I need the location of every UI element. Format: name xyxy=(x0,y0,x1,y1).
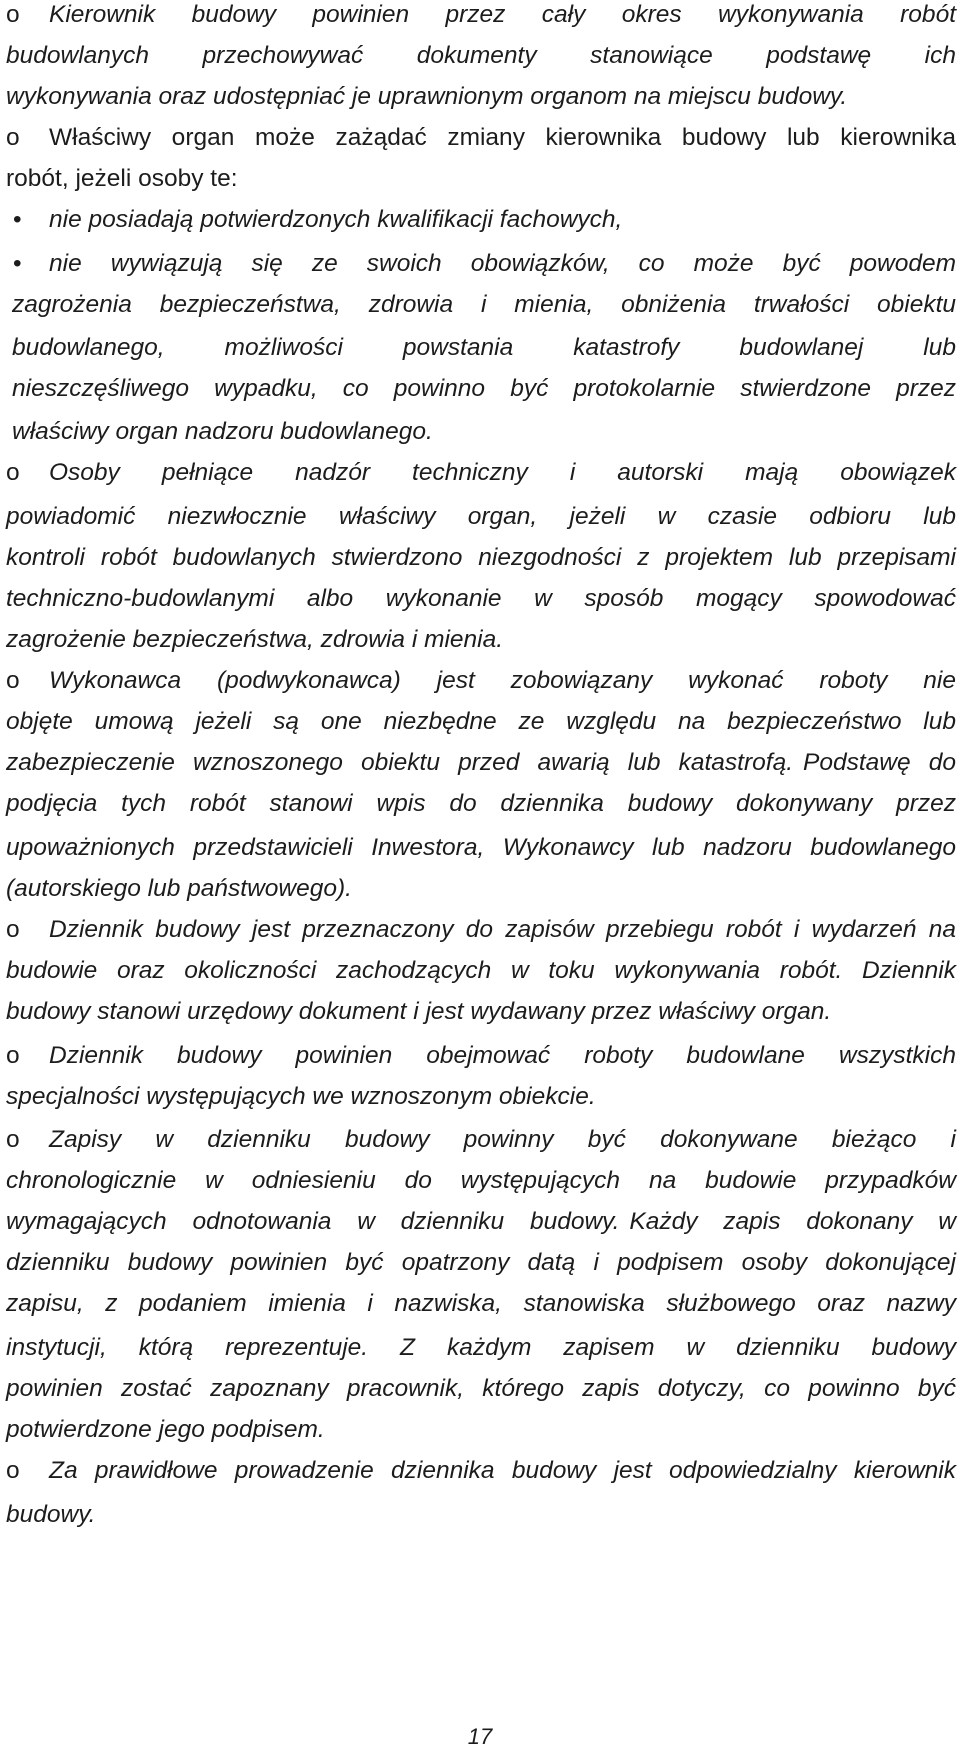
line-text: Za prawidłowe prowadzenie dziennika budowy jest odpowiedzialny kierownik xyxy=(49,1457,956,1484)
line-text: Właściwy organ może zażądać zmiany kierownika budowy lub kierownika xyxy=(49,124,956,151)
text-line xyxy=(6,1374,956,1404)
line-text: Podstawę do xyxy=(803,749,957,776)
line-text: Dziennik budowy jest przeznaczony do zapisów przebiegu robót i wydarzeń na xyxy=(49,916,956,943)
text-line xyxy=(12,290,956,320)
bullet-marker: • xyxy=(13,206,22,233)
line-text: chronologicznie w odniesieniu do występujących na budowie przypadków xyxy=(6,1167,956,1194)
text-line xyxy=(6,458,956,488)
line-text: techniczno-budowlanymi albo wykonanie w sposób mogący spowodować xyxy=(6,585,956,612)
text-line xyxy=(6,1041,956,1071)
text-line xyxy=(6,543,956,573)
line-text: kontroli robót budowlanych stwierdzono niezgodności z projektem lub przepisami xyxy=(6,544,956,571)
line-text: budowie oraz okoliczności zachodzących w toku wykonywania robót. Dziennik xyxy=(6,957,956,984)
text-line xyxy=(6,1082,956,1112)
text-line xyxy=(6,1289,956,1319)
line-text: podjęcia tych robót stanowi wpis do dziennika budowy dokonywany przez xyxy=(6,790,956,817)
text-line xyxy=(6,41,956,71)
text-line xyxy=(6,1415,956,1445)
text-line xyxy=(6,1456,956,1486)
line-text: powiadomić niezwłocznie właściwy organ, jeżeli w czasie odbioru lub xyxy=(6,503,956,530)
line-text: powinien zostać zapoznany pracownik, którego zapis dotyczy, co powinno być xyxy=(6,1375,956,1402)
text-line xyxy=(6,1207,956,1237)
line-text: Osoby pełniące nadzór techniczny i autorski mają obowiązek xyxy=(49,459,956,486)
line-text: wymagających odnotowania w dzienniku budowy. xyxy=(6,1208,620,1235)
line-text: nie posiadają potwierdzonych kwalifikacji fachowych, xyxy=(49,206,623,233)
line-text: zagrożenia bezpieczeństwa, zdrowia i mienia, obniżenia trwałości obiektu xyxy=(12,291,956,318)
text-line xyxy=(6,0,956,30)
list-marker: o xyxy=(6,1,20,28)
list-marker: o xyxy=(6,667,20,694)
text-line xyxy=(6,748,956,778)
text-line xyxy=(6,1333,956,1363)
page-number: 17 xyxy=(467,1724,493,1749)
line-text: (autorskiego lub państwowego). xyxy=(6,875,352,902)
text-line xyxy=(6,584,956,614)
text-line xyxy=(6,789,956,819)
line-text: Wykonawca (podwykonawca) jest zobowiązany wykonać roboty nie xyxy=(49,667,956,694)
text-line xyxy=(6,82,956,112)
line-text: budowlanych przechowywać dokumenty stanowiące podstawę ich xyxy=(6,42,956,69)
line-text: zapisu, z podaniem imienia i nazwiska, stanowiska służbowego oraz nazwy xyxy=(6,1290,956,1317)
list-marker: o xyxy=(6,124,20,151)
line-text: upoważnionych przedstawicieli Inwestora, Wykonawcy lub nadzoru budowlanego xyxy=(6,834,956,861)
text-line xyxy=(6,666,956,696)
line-text: zagrożenie bezpieczeństwa, zdrowia i mienia. xyxy=(6,626,504,653)
list-marker: o xyxy=(6,1126,20,1153)
list-marker: o xyxy=(6,459,20,486)
line-text: budowy. xyxy=(6,1501,96,1528)
line-text: Każdy zapis dokonany w xyxy=(629,1208,956,1235)
text-line xyxy=(6,1166,956,1196)
text-line xyxy=(6,123,956,153)
line-text: instytucji, którą reprezentuje. Z każdym zapisem w dzienniku budowy xyxy=(6,1334,956,1361)
line-text: zabezpieczenie wznoszonego obiektu przed awarią lub katastrofą. xyxy=(6,749,794,776)
line-text: dzienniku budowy powinien być opatrzony datą i podpisem osoby dokonującej xyxy=(6,1249,956,1276)
line-text: objęte umową jeżeli są one niezbędne ze względu na bezpieczeństwo lub xyxy=(6,708,956,735)
bullet-marker: • xyxy=(13,250,22,277)
line-text: robót, jeżeli osoby te: xyxy=(6,165,238,192)
line-text: nie wywiązują się ze swoich obowiązków, co może być powodem xyxy=(49,250,956,277)
list-marker: o xyxy=(6,1457,20,1484)
text-line xyxy=(12,333,956,363)
line-text: Kierownik budowy powinien przez cały okres wykonywania robót xyxy=(49,1,956,28)
text-line xyxy=(6,997,956,1027)
list-marker: o xyxy=(6,1042,20,1069)
text-line xyxy=(6,1248,956,1278)
text-line xyxy=(6,1500,956,1530)
text-line xyxy=(6,833,956,863)
text-line xyxy=(6,502,956,532)
text-line xyxy=(6,249,956,279)
text-line xyxy=(6,164,956,194)
line-text: Zapisy w dzienniku budowy powinny być dokonywane bieżąco i xyxy=(49,1126,956,1153)
text-line xyxy=(6,1125,956,1155)
line-text: budowlanego, możliwości powstania katastrofy budowlanej lub xyxy=(12,334,956,361)
line-text: Dziennik budowy powinien obejmować roboty budowlane wszystkich xyxy=(49,1042,956,1069)
text-line xyxy=(6,707,956,737)
text-line xyxy=(6,956,956,986)
line-text: specjalności występujących we wznoszonym obiekcie. xyxy=(6,1083,596,1110)
line-text: potwierdzone jego podpisem. xyxy=(6,1416,325,1443)
text-line xyxy=(12,417,956,447)
text-line xyxy=(6,625,956,655)
line-text: nieszczęśliwego wypadku, co powinno być protokolarnie stwierdzone przez xyxy=(12,375,956,402)
line-text: właściwy organ nadzoru budowlanego. xyxy=(12,418,433,445)
line-text: wykonywania oraz udostępniać je uprawnionym organom na miejscu budowy. xyxy=(6,83,848,110)
text-line xyxy=(12,374,956,404)
text-line xyxy=(6,915,956,945)
text-line xyxy=(6,874,956,904)
line-text: budowy stanowi urzędowy dokument i jest wydawany przez właściwy organ. xyxy=(6,998,832,1025)
list-marker: o xyxy=(6,916,20,943)
text-line xyxy=(6,205,956,235)
